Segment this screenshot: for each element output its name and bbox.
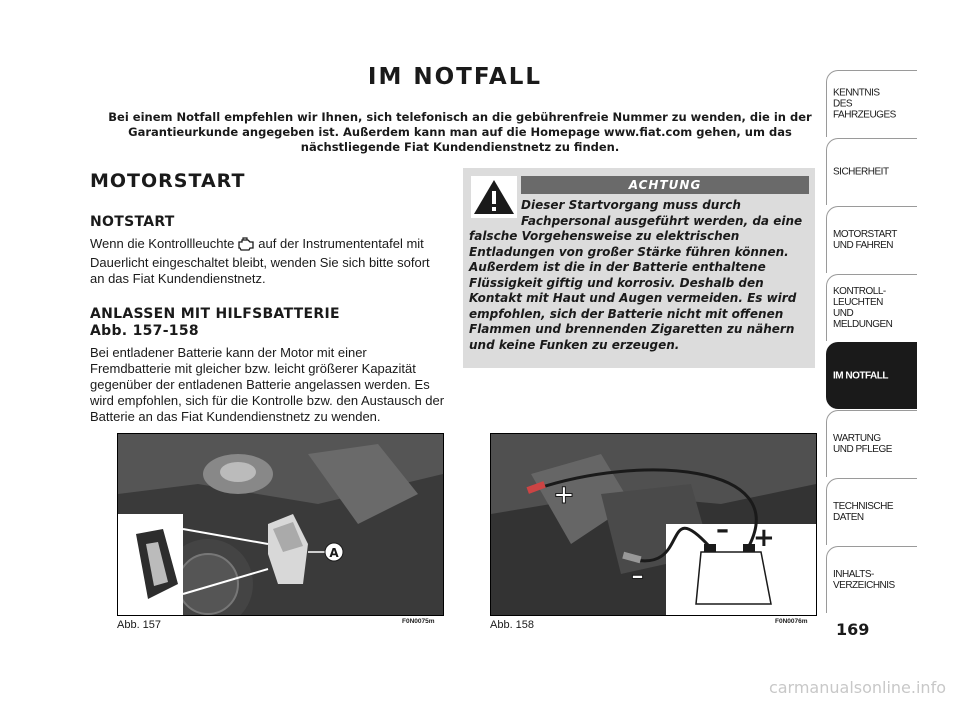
tab-label: SICHERHEIT xyxy=(833,166,889,178)
tab-label: KENNTNIS DES FAHRZEUGES xyxy=(833,87,896,121)
tab-technische-daten[interactable] xyxy=(826,478,917,545)
tab-kenntnis[interactable] xyxy=(826,70,917,137)
figure-157-caption: Abb. 157 xyxy=(117,619,162,631)
tab-label: KONTROLL- LEUCHTEN UND MELDUNGEN xyxy=(833,286,893,330)
figure-157-code: F0N0075m xyxy=(402,618,435,625)
battery-minus-sign: – xyxy=(716,515,729,545)
hilfsbatterie-heading-line2: Abb. 157-158 xyxy=(90,323,199,339)
figure-marker-a: A xyxy=(329,546,339,560)
warning-text-body: Dieser Startvorgang muss durch Fachpersonal ausgeführt werden, da eine falsche Vorgehensweise zu elektrischen Entladungen von großer Stärke führen können. Außerdem ist die in der Batterie enthaltene Flüssigkeit giftig und korrosiv. Deshalb den Kontakt mit Haut und Augen vermeiden. Es wird empfohlen, sich der Batterie nicht mit offenen Flammen und brennenden Zigaretten zu nähern und keine Funken zu erzeugen. xyxy=(469,198,803,352)
figure-engine-bay-image xyxy=(117,433,444,616)
warning-label: ACHTUNG xyxy=(521,176,809,194)
tab-label: IM NOTFALL xyxy=(833,370,888,382)
battery-plus-sign: + xyxy=(753,523,775,553)
page-number: 169 xyxy=(836,620,870,639)
hilfsbatterie-heading xyxy=(90,306,340,340)
tab-inhaltsverzeichnis[interactable] xyxy=(826,546,917,613)
engine-warning-light-icon xyxy=(237,236,255,255)
notstart-text-start: Wenn die Kontrollleuchte xyxy=(90,236,235,251)
notstart-paragraph xyxy=(90,236,445,287)
tab-label: TECHNISCHE DATEN xyxy=(833,501,894,523)
chapter-tabs xyxy=(826,70,917,614)
figure-158-caption: Abb. 158 xyxy=(490,619,535,631)
tab-sicherheit[interactable] xyxy=(826,138,917,205)
watermark: carmanualsonline.info xyxy=(768,678,946,697)
warning-box xyxy=(463,168,815,368)
section-title: MOTORSTART xyxy=(90,170,246,192)
figure-minus-sign: – xyxy=(631,561,644,591)
hilfsbatterie-paragraph: Bei entladener Batterie kann der Motor mit einer Fremdbatterie mit gleicher bzw. leicht größerer Kapazität gegenüber der entladenen Batterie angelassen werden. Es wird empfohlen, sich für die Kontrolle bzw. den Austausch der Batterie an das Fiat Kundendienstnetz zu wenden. xyxy=(90,345,445,424)
intro-paragraph: Bei einem Notfall empfehlen wir Ihnen, sich telefonisch an die gebührenfreie Nummer zu wenden, die in der Garantieurkunde angegeben ist. Außerdem kann man auf die Homepage www.fiat.com gehen, um das nächstliegende Fiat Kundendienstnetz zu finden. xyxy=(108,110,812,154)
page-title: IM NOTFALL xyxy=(367,64,543,90)
hilfsbatterie-heading-line1: ANLASSEN MIT HILFSBATTERIE xyxy=(90,306,340,322)
figure-plus-sign: + xyxy=(553,480,575,510)
figure-158-code: F0N0076m xyxy=(775,618,808,625)
notstart-text-end: auf der Instrumententafel mit Dauerlicht eingeschaltet bleibt, wenden Sie sich bitte sofort an das Fiat Kundendienstnetz. xyxy=(90,236,430,286)
tab-wartung[interactable] xyxy=(826,410,917,477)
tab-label: MOTORSTART UND FAHREN xyxy=(833,229,897,251)
warning-text xyxy=(469,198,809,353)
notstart-heading: NOTSTART xyxy=(90,214,175,230)
tab-im-notfall[interactable] xyxy=(826,342,917,409)
tab-motorstart[interactable] xyxy=(826,206,917,273)
tab-label: INHALTS- VERZEICHNIS xyxy=(833,569,895,591)
tab-kontrollleuchten[interactable] xyxy=(826,274,917,341)
figure-jump-start-image xyxy=(490,433,817,616)
tab-label: WARTUNG UND PFLEGE xyxy=(833,433,892,455)
